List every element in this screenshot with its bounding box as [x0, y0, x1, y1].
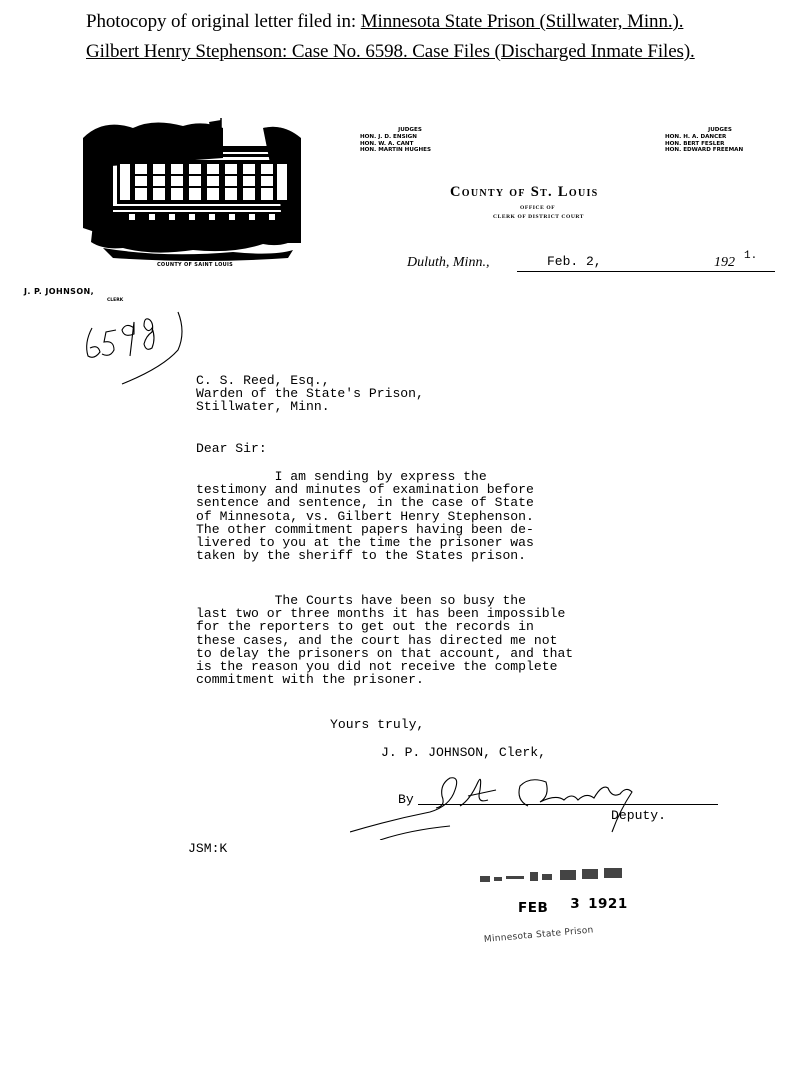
received-stamp-header-icon: [478, 866, 648, 888]
courthouse-image-caption: COUNTY OF SAINT LOUIS: [156, 262, 234, 268]
body-line: commitment with the prisoner.: [196, 672, 424, 688]
body-line: I am sending by express the: [196, 469, 487, 484]
clerk-name: J. P. JOHNSON,: [24, 287, 95, 296]
body-line: sentence and sentence, in the case of State: [196, 495, 534, 511]
judge-name: HON. MARTIN HUGHES: [360, 146, 432, 153]
body-line: taken by the sheriff to the States prison.: [196, 548, 527, 564]
body-line: for the reporters to get out the records in: [196, 619, 534, 635]
body-line: of Minnesota, vs. Gilbert Henry Stephenson.: [196, 508, 534, 524]
signature-icon: [350, 770, 670, 840]
body-line: these cases, and the court has directed me not: [196, 632, 558, 648]
archive-collection-link: Minnesota State Prison (Stillwater, Minn.).: [360, 11, 684, 32]
salutation: Dear Sir:: [196, 441, 267, 456]
judge-name: HON. H. A. DANCER: [665, 134, 727, 141]
body-line: last two or three months it has been impossible: [196, 606, 566, 622]
body-line: livered to you at the time the prisoner was: [196, 535, 534, 551]
office-name: CLERK OF DISTRICT COURT: [493, 214, 585, 220]
archive-caption-prefix: Photocopy of original letter filed in:: [86, 11, 361, 32]
by-label: By: [398, 792, 414, 807]
clerk-title: CLERK: [107, 298, 124, 303]
signer-name: J. P. JOHNSON, Clerk,: [381, 745, 547, 760]
judge-name: HON. EDWARD FREEMAN: [665, 146, 744, 153]
recipient-address: [196, 374, 424, 414]
handwritten-case-number-icon: [82, 308, 192, 388]
body-line: The Courts have been so busy the: [196, 593, 527, 608]
archive-caption-line1: [86, 11, 683, 33]
case-file-reference: Gilbert Henry Stephenson: Case No. 6598. Case Files (Discharged Inmate Files).: [86, 41, 695, 62]
judge-name: HON. W. A. CANT: [360, 140, 414, 147]
judges-heading: JUDGES: [398, 127, 422, 133]
received-stamp-place: Minnesota State Prison: [483, 925, 594, 945]
judge-name: HON. J. D. ENSIGN: [360, 134, 417, 141]
dateline: [407, 250, 775, 275]
body-line: The other commitment papers having been de-: [196, 521, 534, 537]
office-of-label: OFFICE OF: [520, 205, 556, 211]
courthouse-illustration-icon: [83, 118, 301, 268]
body-line: to delay the prisoners on that account, and that: [196, 645, 574, 661]
address-line: Warden of the State's Prison,: [196, 386, 424, 402]
dateline-place: Duluth, Minn.,: [407, 255, 490, 270]
stamp-year: 1921: [588, 896, 628, 912]
stamp-month: FEB: [518, 900, 549, 916]
dateline-date: Feb. 2,: [547, 254, 602, 269]
address-line: Stillwater, Minn.: [196, 399, 330, 415]
address-line: C. S. Reed, Esq.,: [196, 373, 330, 388]
closing: Yours truly,: [330, 717, 425, 732]
body-line: is the reason you did not receive the complete: [196, 659, 558, 675]
deputy-label: Deputy.: [611, 808, 667, 823]
body-paragraph-2: [196, 594, 573, 686]
archive-caption-line2: [86, 41, 695, 63]
dateline-year-digit: 1.: [744, 250, 758, 262]
dateline-rule: [517, 271, 775, 272]
body-paragraph-1: [196, 470, 534, 562]
judges-list-left: [360, 127, 460, 153]
stamp-day: 3: [570, 896, 581, 912]
county-title: County of St. Louis: [450, 184, 599, 200]
received-stamp-date: [518, 896, 628, 916]
body-line: testimony and minutes of examination before: [196, 482, 534, 498]
judges-list-right: [665, 127, 775, 153]
dateline-year-prefix: 192: [714, 255, 735, 270]
judge-name: HON. BERT FESLER: [665, 140, 725, 147]
reference-initials: JSM:K: [188, 841, 228, 856]
judges-heading: JUDGES: [708, 127, 732, 133]
